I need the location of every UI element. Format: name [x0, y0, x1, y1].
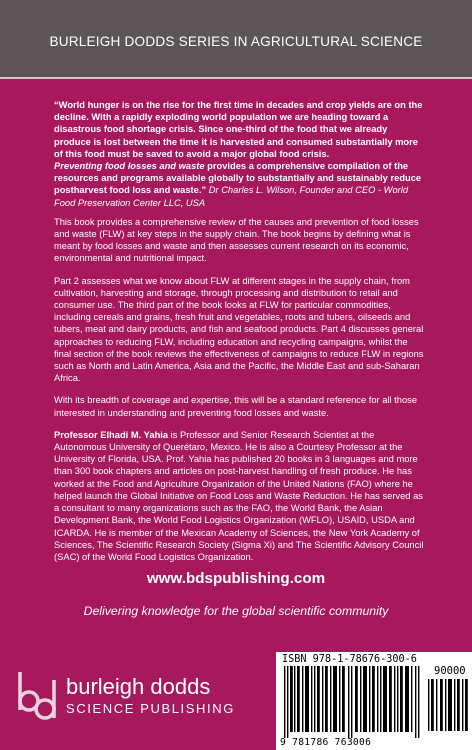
publisher-website: www.bdspublishing.com [146, 570, 326, 587]
description-paragraph-1: This book provides a comprehensive review of the causes and prevention of food losses and waste (FLW) at key steps in the supply chain. The book begins by defining what is meant by food losses and waste and then assesses current research on its economic, environmental and nutritional impact. [54, 216, 419, 264]
price-code: 90000 [434, 665, 466, 677]
author-bio-text: is Professor and Senior Research Scientist at the Autonomous University of Querétaro, Mexico. He is also a Courtesy Professor at the University of Florida, USA. Prof. Yahia has published 20 books in 3 languages and more than 300 book chapters and articles on post-harvest handling of fresh produce. He has worked at the Food and Agriculture Organization of the United Nations (FAO) where he helped launch the Global Initiative on Food Loss and Waste Reduction. He has served as a consultant to many organizations such as the FAO, the World Bank, the Asian Development Bank, the World Food Logistics Organization (WFLO), USAID, USDA and ICARDA. He is member of the Mexican Academy of Sciences, the New York Academy of Sciences, The Scientific Research Society (Sigma Xi) and The Scientific Advisory Council (SAC) of the World Food Logistics Organization. [54, 429, 424, 562]
isbn-number: ISBN 978-1-78676-300-6 [282, 654, 417, 665]
ean-barcode-bars [284, 666, 424, 738]
tagline: Delivering knowledge for the global scientific community [83, 604, 389, 618]
quote-part-1: “World hunger is on the rise for the first time in decades and crop yields are on the decline. With a rapidly exploding world population we are heading toward a disastrous food shortage crisis. Since one-third of the food that we already produce is lost between the time it is harvested and consumed substantially more of this food must be saved to avoid a major global food crisis. [54, 100, 423, 159]
isbn-barcode [276, 652, 472, 750]
publisher-logo [14, 670, 244, 730]
endorsement-quote [54, 99, 426, 209]
addon-barcode-bars [428, 679, 468, 731]
author-name: Professor Elhadi M. Yahia [54, 429, 169, 440]
series-title: BURLEIGH DODDS SERIES IN AGRICULTURAL SCIENCE [49, 34, 423, 49]
quote-book-title: Preventing food losses and waste [54, 161, 205, 172]
back-cover-text [54, 99, 426, 573]
quote-attribution: Dr Charles L. Wilson, Founder and CEO - World Food Preservation Center LLC, USA [54, 185, 409, 208]
bd-logo-icon [14, 670, 60, 722]
publisher-subtitle: SCIENCE PUBLISHING [66, 701, 235, 716]
series-header-band [0, 0, 472, 77]
author-bio [54, 429, 426, 563]
header-divider [0, 77, 472, 79]
publisher-name: burleigh dodds [66, 674, 211, 699]
description-paragraph-3: With its breadth of coverage and expertise, this will be a standard reference for all those interested in understanding and preventing food losses and waste. [54, 395, 418, 418]
barcode-digits: 9 781786 763006 [280, 737, 372, 748]
quote-part-2: provides a comprehensive compilation of the resources and programs available globally to substantially and sustainably reduce postharvest food loss and waste.” [54, 161, 422, 196]
description-paragraph-2: Part 2 assesses what we know about FLW at different stages in the supply chain, from cultivation, harvesting and storage, through processing and distribution to retail and consumer use. The third part of the book looks at FLW for particular commodities, including cereals and grains, fresh fruit and vegetables, roots and tubers, oilseeds and tubers, meat and dairy products, and fish and seafood products. Part 4 discusses general approaches to reducing FLW, including education and recycling campaigns, whilst the final section of the book reviews the effectiveness of campaigns to reduce FLW in regions such as North and Latin America, Asia and the Pacific, the Middle East and sub-Saharan Africa. [54, 275, 424, 384]
